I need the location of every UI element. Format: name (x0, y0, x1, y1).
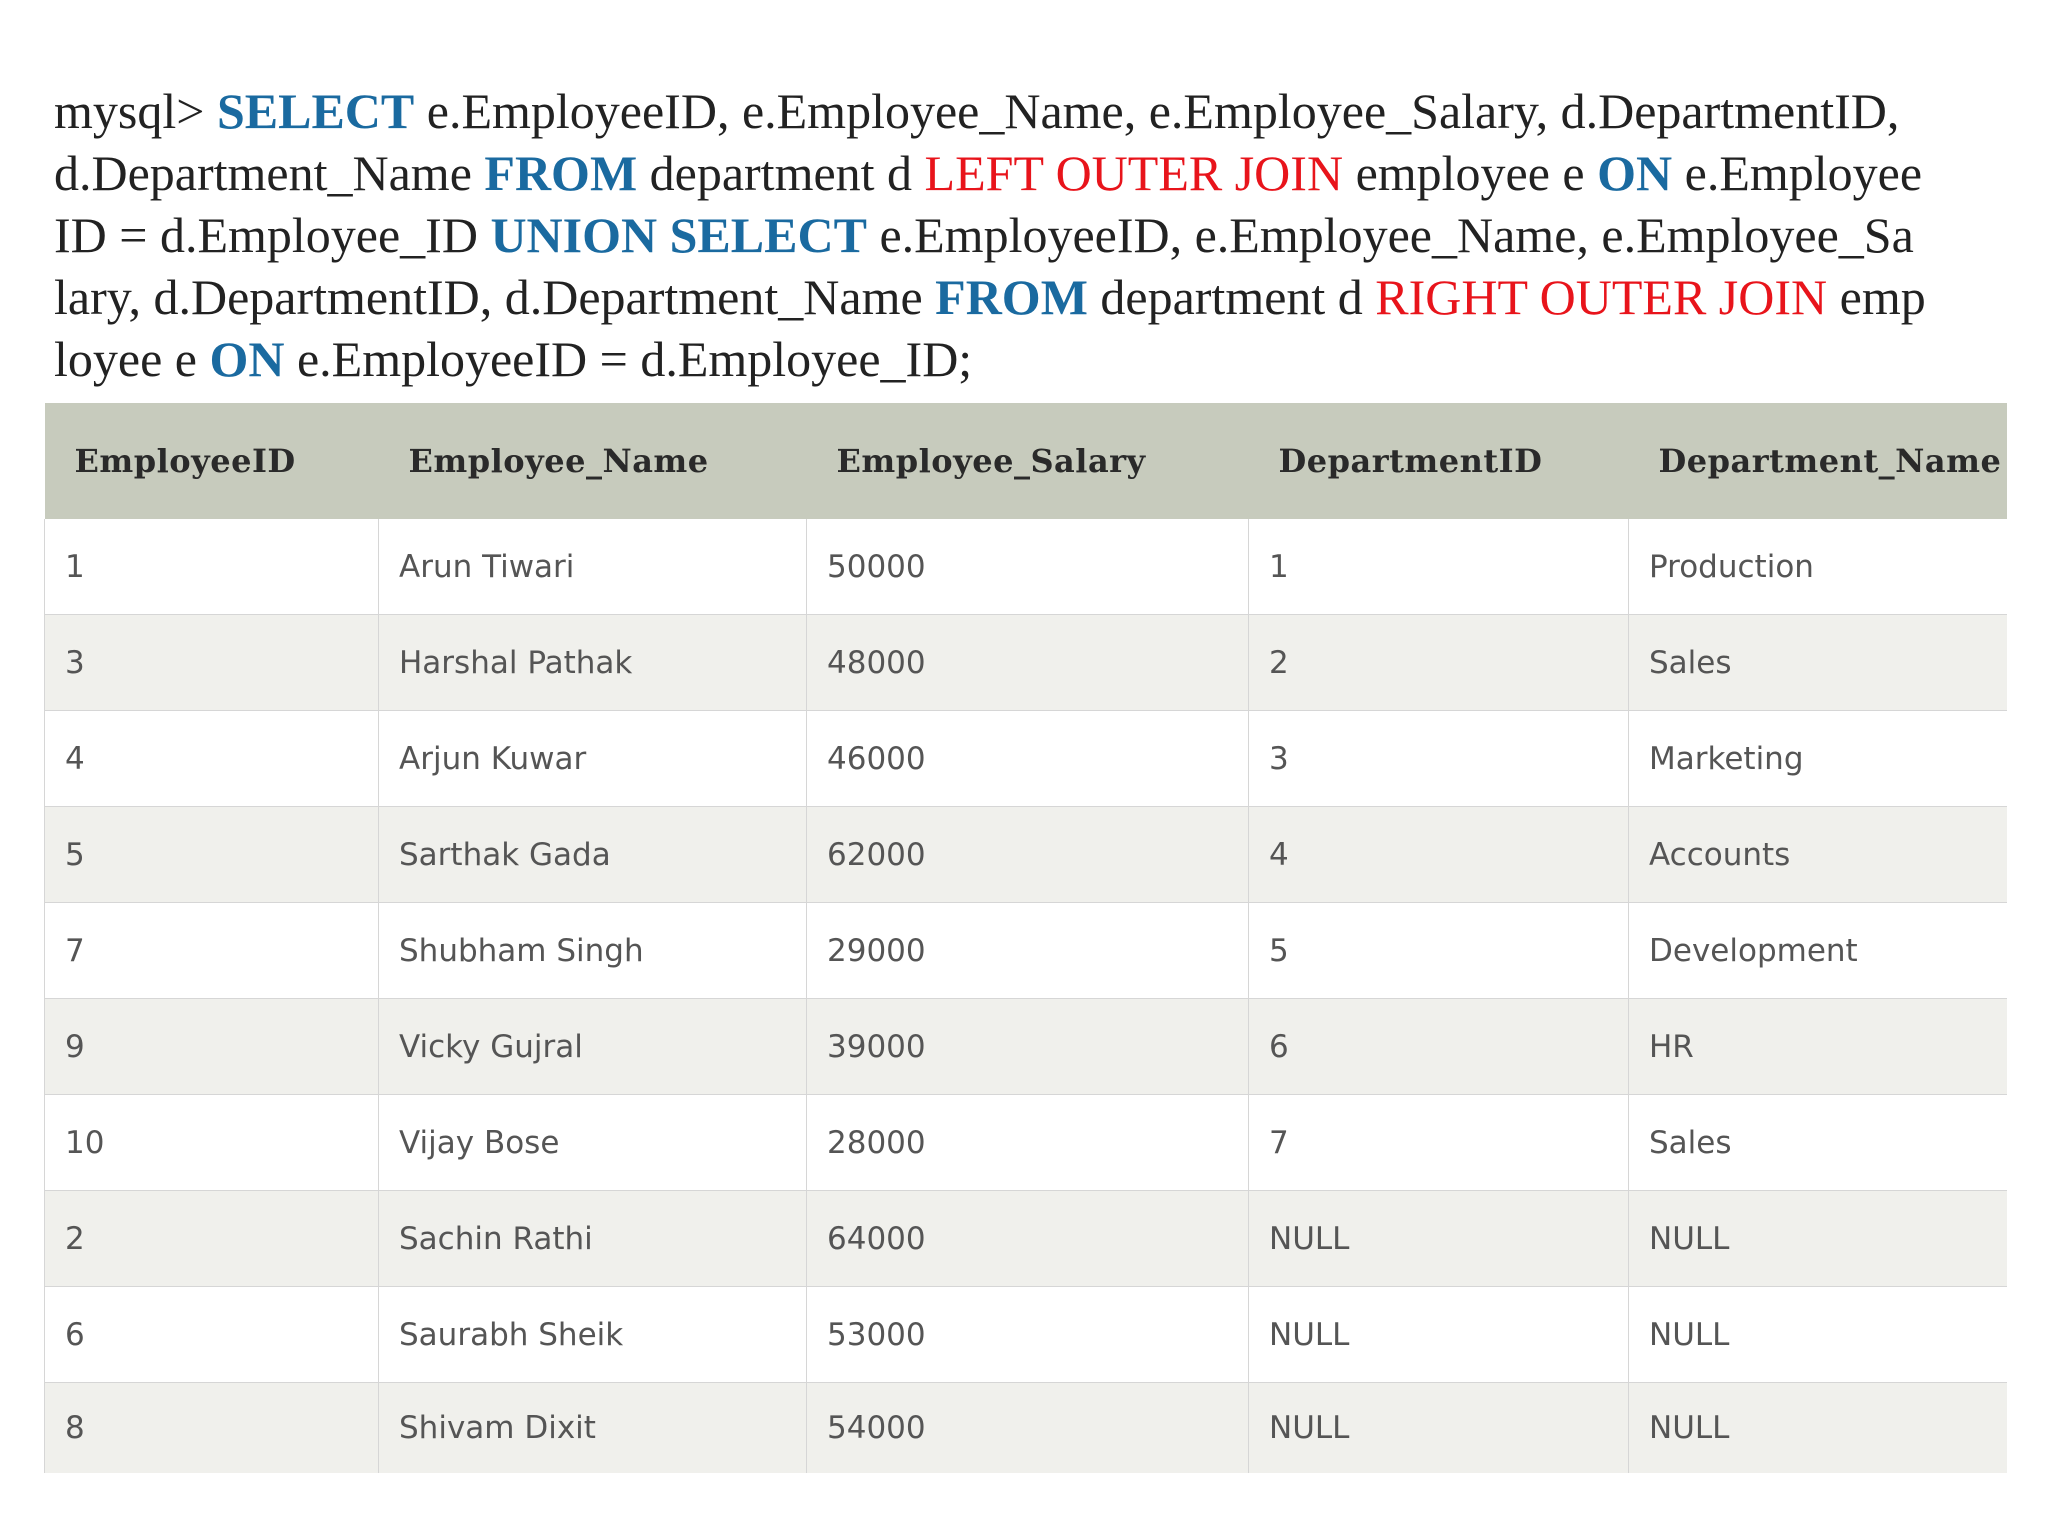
cell-departmentid: 3 (1249, 711, 1629, 807)
sql-text: ID = d.Employee_ID (54, 207, 491, 263)
sql-text: lary, d.DepartmentID, d.Department_Name (54, 269, 936, 325)
cell-employee-name: Arjun Kuwar (379, 711, 807, 807)
table-row (45, 711, 2007, 807)
cell-department-name: NULL (1629, 1191, 2007, 1287)
cell-employee-name: Saurabh Sheik (379, 1287, 807, 1383)
column-header-employee-salary: Employee_Salary (807, 403, 1249, 519)
sql-line (54, 266, 2014, 328)
cell-department-name: Sales (1629, 1095, 2007, 1191)
column-header-department-name: Department_Name (1629, 403, 2007, 519)
cell-employeeid: 6 (45, 1287, 379, 1383)
cell-employee-name: Arun Tiwari (379, 519, 807, 615)
sql-text: e.EmployeeID, e.Employee_Name, e.Employee_Sa (866, 207, 1914, 263)
sql-query (54, 80, 2014, 390)
sql-text: d.Department_Name (54, 145, 485, 201)
table-row (45, 1095, 2007, 1191)
table-body (45, 519, 2007, 1473)
cell-employee-salary: 62000 (807, 807, 1249, 903)
sql-text: department d (1087, 269, 1376, 325)
cell-departmentid: NULL (1249, 1383, 1629, 1474)
cell-departmentid: 6 (1249, 999, 1629, 1095)
sql-text: emp (1827, 269, 1926, 325)
cell-employee-salary: 29000 (807, 903, 1249, 999)
cell-employee-name: Vicky Gujral (379, 999, 807, 1095)
cell-departmentid: 5 (1249, 903, 1629, 999)
cell-employee-name: Shubham Singh (379, 903, 807, 999)
cell-departmentid: 2 (1249, 615, 1629, 711)
cell-employee-name: Sarthak Gada (379, 807, 807, 903)
sql-text: loyee e (54, 331, 210, 387)
cell-departmentid: NULL (1249, 1287, 1629, 1383)
sql-text: e.EmployeeID, e.Employee_Name, e.Employee_Salary, d.DepartmentID, (414, 83, 1900, 139)
cell-employee-name: Shivam Dixit (379, 1383, 807, 1474)
table-row (45, 1383, 2007, 1474)
sql-join-keyword: RIGHT OUTER JOIN (1375, 269, 1828, 325)
cell-employeeid: 9 (45, 999, 379, 1095)
cell-department-name: Accounts (1629, 807, 2007, 903)
cell-department-name: Sales (1629, 615, 2007, 711)
sql-line (54, 328, 2014, 390)
cell-employee-salary: 48000 (807, 615, 1249, 711)
result-table (44, 403, 2007, 1473)
cell-employeeid: 4 (45, 711, 379, 807)
cell-departmentid: NULL (1249, 1191, 1629, 1287)
sql-text: employee e (1343, 145, 1598, 201)
cell-employee-name: Vijay Bose (379, 1095, 807, 1191)
sql-text: department d (637, 145, 925, 201)
cell-employee-salary: 64000 (807, 1191, 1249, 1287)
cell-employee-name: Harshal Pathak (379, 615, 807, 711)
cell-employee-salary: 39000 (807, 999, 1249, 1095)
sql-keyword: SELECT (216, 83, 415, 139)
sql-join-keyword: LEFT OUTER JOIN (924, 145, 1344, 201)
table-row (45, 903, 2007, 999)
cell-department-name: HR (1629, 999, 2007, 1095)
sql-line (54, 142, 2014, 204)
table-row (45, 1191, 2007, 1287)
cell-employeeid: 7 (45, 903, 379, 999)
sql-text: e.EmployeeID = d.Employee_ID; (284, 331, 973, 387)
table-row (45, 807, 2007, 903)
cell-departmentid: 7 (1249, 1095, 1629, 1191)
cell-department-name: NULL (1629, 1383, 2007, 1474)
cell-employeeid: 2 (45, 1191, 379, 1287)
cell-employeeid: 8 (45, 1383, 379, 1474)
cell-employee-salary: 46000 (807, 711, 1249, 807)
column-header-departmentid: DepartmentID (1249, 403, 1629, 519)
table-row (45, 1287, 2007, 1383)
cell-department-name: Production (1629, 519, 2007, 615)
cell-departmentid: 1 (1249, 519, 1629, 615)
sql-keyword: ON (1597, 145, 1673, 201)
sql-keyword: FROM (935, 269, 1088, 325)
cell-employee-salary: 53000 (807, 1287, 1249, 1383)
sql-text: mysql> (54, 83, 217, 139)
cell-employeeid: 10 (45, 1095, 379, 1191)
sql-text: e.Employee (1672, 145, 1923, 201)
sql-keyword: ON (209, 331, 285, 387)
cell-employeeid: 5 (45, 807, 379, 903)
cell-employee-name: Sachin Rathi (379, 1191, 807, 1287)
table-row (45, 999, 2007, 1095)
cell-employee-salary: 50000 (807, 519, 1249, 615)
sql-line (54, 80, 2014, 142)
table-row (45, 615, 2007, 711)
cell-employee-salary: 54000 (807, 1383, 1249, 1474)
cell-department-name: Marketing (1629, 711, 2007, 807)
table-row (45, 519, 2007, 615)
cell-employeeid: 3 (45, 615, 379, 711)
cell-department-name: Development (1629, 903, 2007, 999)
cell-departmentid: 4 (1249, 807, 1629, 903)
column-header-employee-name: Employee_Name (379, 403, 807, 519)
sql-keyword: UNION SELECT (490, 207, 867, 263)
table-header-row (45, 403, 2007, 519)
sql-keyword: FROM (484, 145, 638, 201)
cell-employee-salary: 28000 (807, 1095, 1249, 1191)
column-header-employeeid: EmployeeID (45, 403, 379, 519)
sql-line (54, 204, 2014, 266)
cell-employeeid: 1 (45, 519, 379, 615)
cell-department-name: NULL (1629, 1287, 2007, 1383)
